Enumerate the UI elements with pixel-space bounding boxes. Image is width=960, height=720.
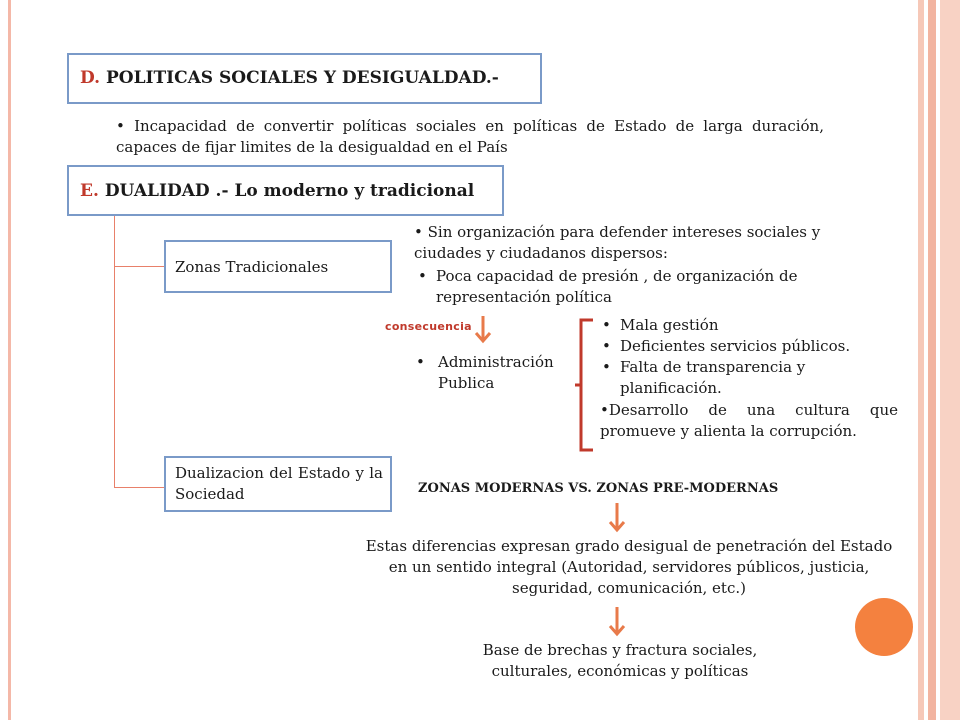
dualizacion-label: Dualizacion del Estado y la Sociedad <box>175 464 383 503</box>
zt-bullet-list <box>414 222 884 308</box>
arrow-down-icon-3 <box>608 607 626 637</box>
slide-stripe-3 <box>940 0 960 720</box>
section-d-letter: D. <box>80 68 101 88</box>
ap-bullet-list <box>600 315 898 442</box>
section-d-title: POLITICAS SOCIALES Y DESIGUALDAD.- <box>105 68 499 88</box>
diferencias-text: Estas diferencias expresan grado desigual de penetración del Estado en un sentido integral (Autoridad, servidores públicos, justicia, seguridad, comunicación, etc.) <box>365 537 893 597</box>
arrow-down-icon-1 <box>474 316 492 344</box>
ap-bullet-1: • Mala gestión <box>602 316 719 334</box>
section-d-bullet: • Incapacidad de convertir políticas sociales en políticas de Estado de larga duración, capaces de fijar limites de la desigualdad en el País <box>116 117 824 156</box>
zonas-tradicionales-box <box>164 240 392 293</box>
ap-bullet-3: • Falta de transparencia y planificación. <box>602 358 806 397</box>
zt-bullet-2: • Poca capacidad de presión , de organización de representación política <box>418 267 798 306</box>
tree-branch-1 <box>114 266 164 267</box>
ap-bullet-2: • Deficientes servicios públicos. <box>602 337 851 355</box>
zonas-modernas-heading: ZONAS MODERNAS VS. ZONAS PRE-MODERNAS <box>418 481 779 496</box>
slide-stripe-1 <box>918 0 924 720</box>
base-text: Base de brechas y fractura sociales, culturales, económicas y políticas <box>482 641 758 680</box>
slide-stripe-2 <box>928 0 936 720</box>
administracion-label: Administración Publica <box>438 353 554 392</box>
bracket-left <box>575 318 595 452</box>
consecuencia-label: consecuencia <box>385 320 472 333</box>
zonas-tradicionales-label: Zonas Tradicionales <box>175 258 329 276</box>
section-d-box <box>67 53 542 104</box>
slide-frame-left <box>8 0 11 720</box>
section-e-title: DUALIDAD .- Lo moderno y tradicional <box>104 181 475 201</box>
arrow-down-icon-2 <box>608 503 626 533</box>
administracion-item: • Administración Publica <box>416 352 586 394</box>
section-e-letter: E. <box>80 181 99 201</box>
zt-bullet-1: • Sin organización para defender intereses sociales y ciudades y ciudadanos dispersos: <box>414 223 821 262</box>
tree-vertical-line <box>114 216 115 488</box>
ap-bullet-4: •Desarrollo de una cultura que promueve y alienta la corrupción. <box>600 401 898 440</box>
tree-branch-2 <box>114 487 164 488</box>
dualizacion-box <box>164 456 392 512</box>
decorative-circle <box>855 598 913 656</box>
section-e-box <box>67 165 504 216</box>
